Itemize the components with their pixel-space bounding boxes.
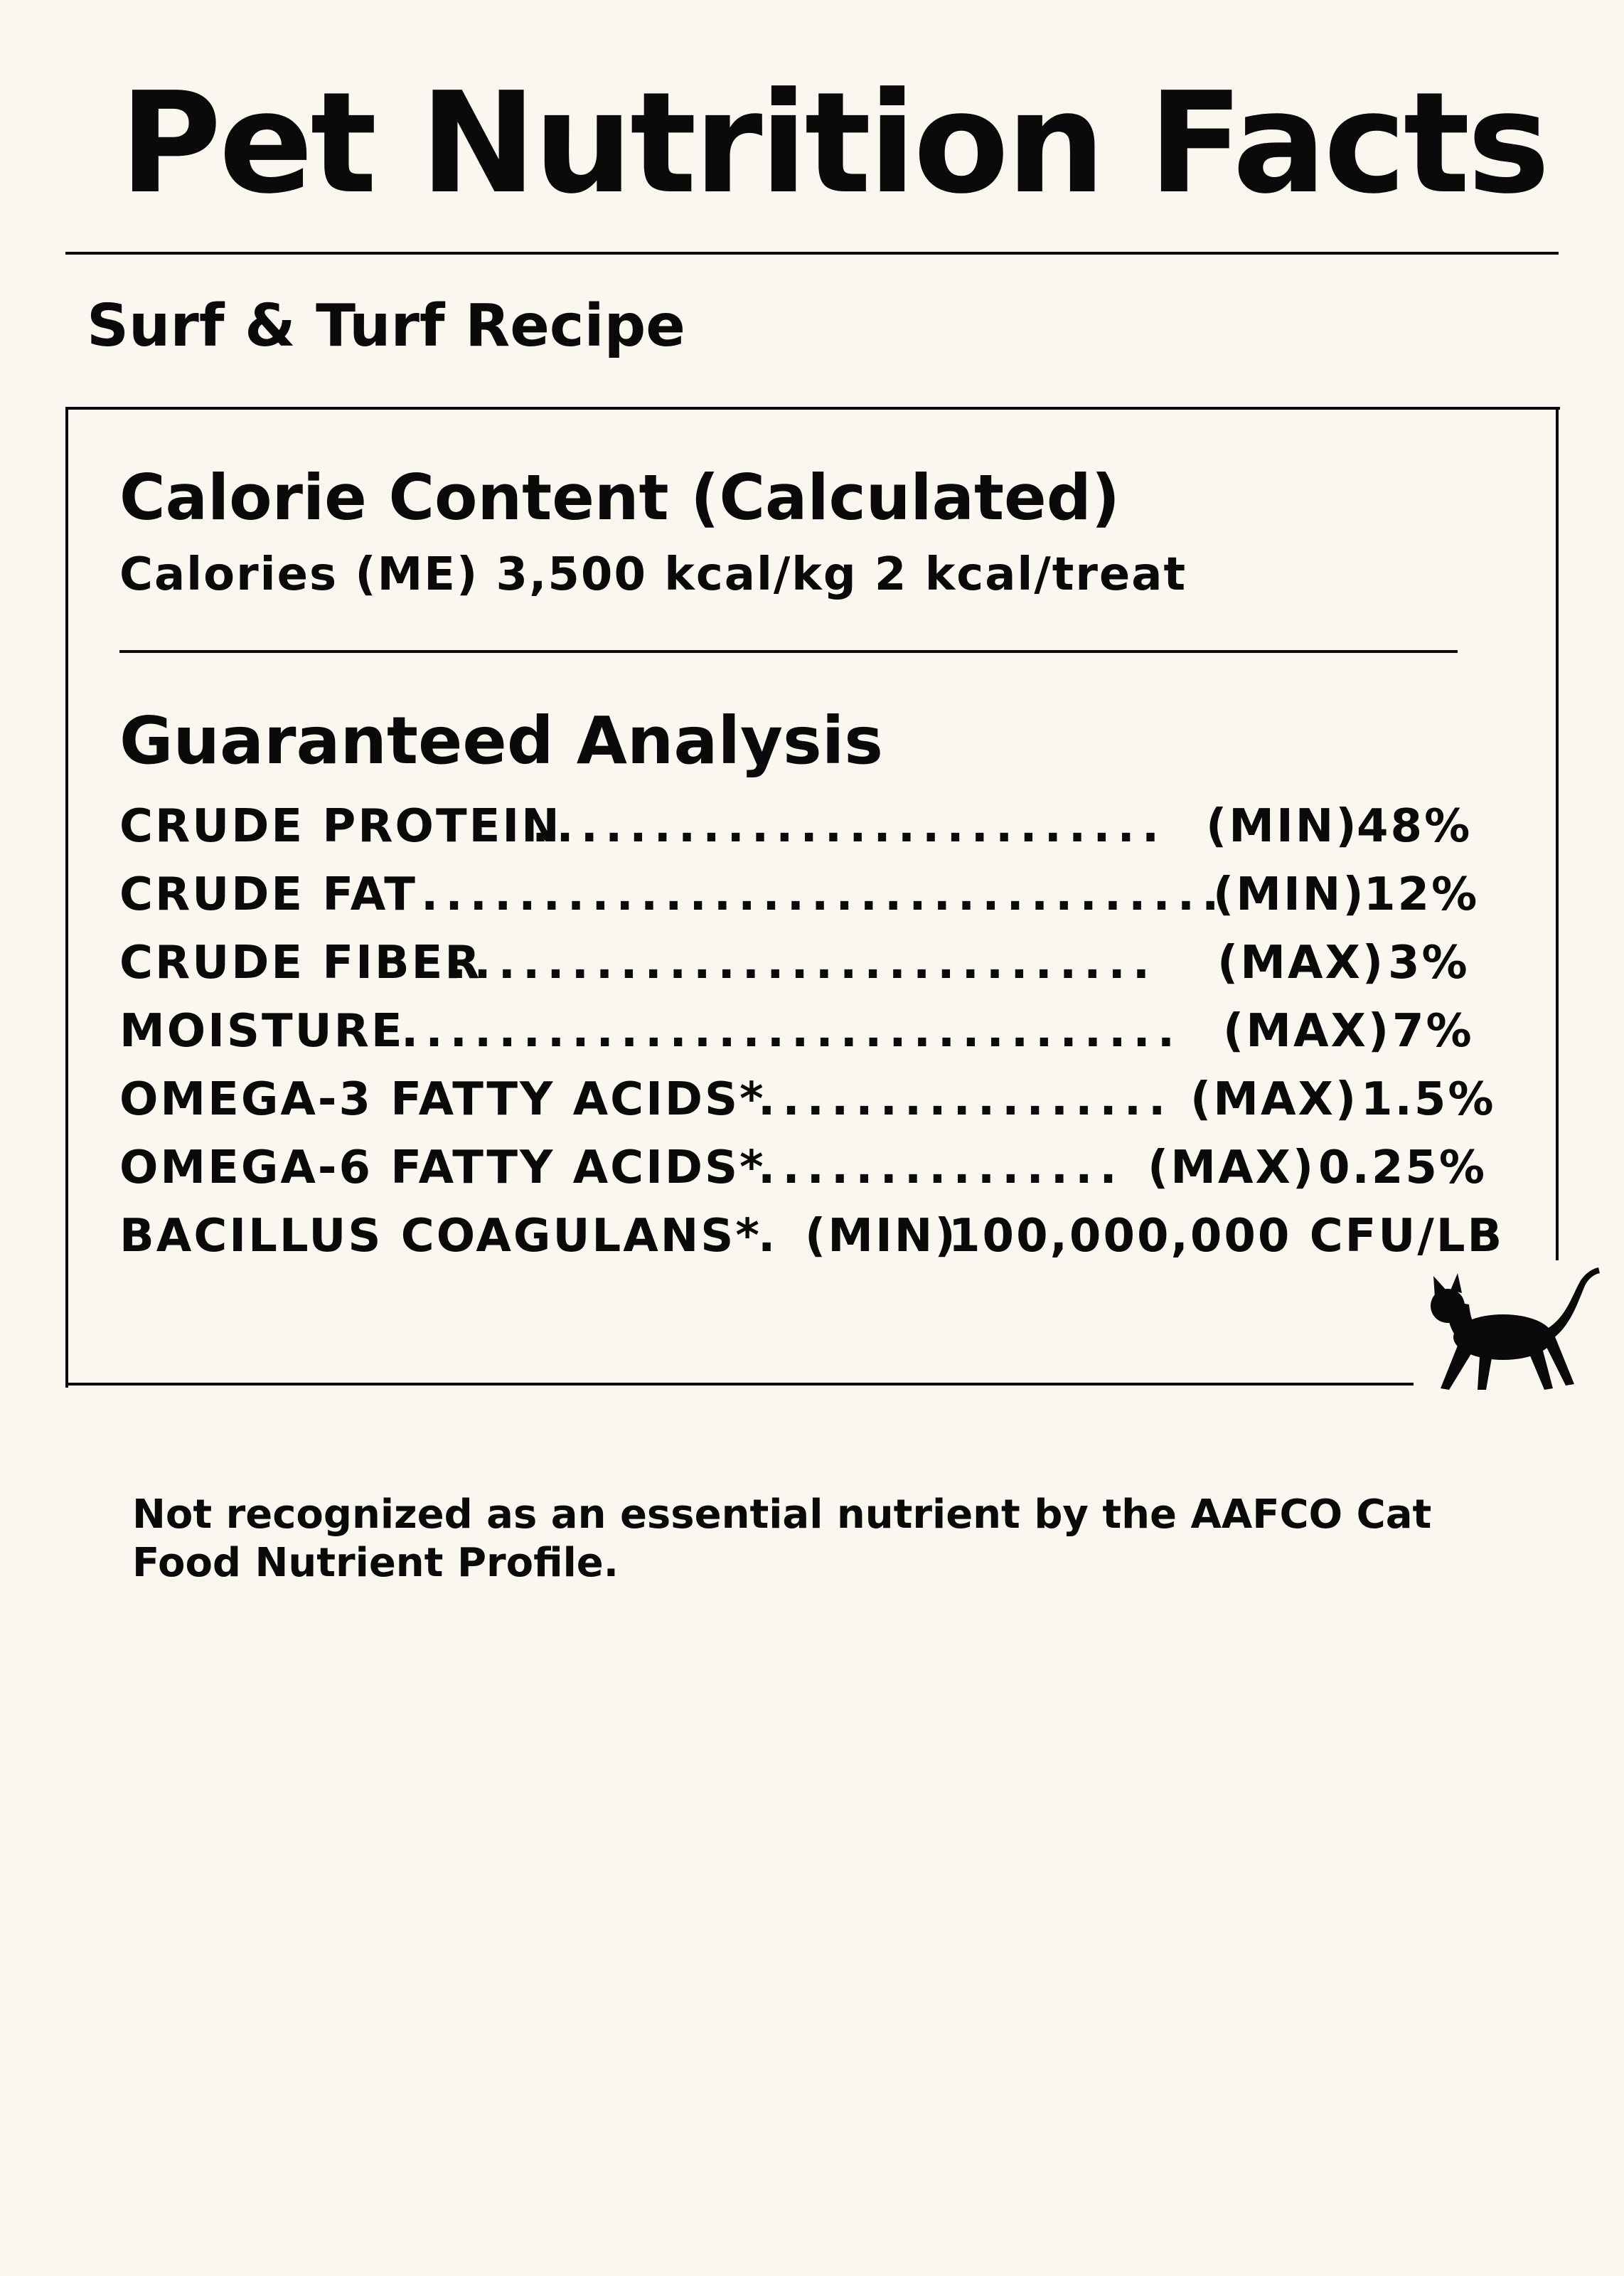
- nutrient-value: 12%: [1364, 868, 1480, 921]
- nutrient-value: 100,000,000 CFU/LB: [949, 1210, 1505, 1262]
- nutrient-name: CRUDE FIBER: [119, 937, 482, 989]
- nutrient-basis: (MAX): [1190, 1073, 1359, 1126]
- leader-dots: ..........................: [532, 800, 1167, 853]
- calorie-line: Calories (ME) 3,500 kcal/kg 2 kcal/treat: [119, 548, 1187, 601]
- leader-dots: .................: [758, 1073, 1173, 1126]
- nutrient-basis: (MIN): [805, 1210, 958, 1262]
- analysis-row: [119, 1005, 1474, 1074]
- panel-bottom-border: [65, 1383, 1414, 1386]
- nutrient-name: CRUDE PROTEIN: [119, 800, 562, 853]
- nutrient-value: 0.25%: [1318, 1142, 1487, 1194]
- nutrient-name: CRUDE FAT: [119, 868, 417, 921]
- title-divider: [65, 252, 1559, 255]
- page-title: Pet Nutrition Facts: [119, 63, 1548, 225]
- analysis-table: [119, 800, 1505, 1279]
- nutrient-basis: (MAX): [1223, 1005, 1391, 1058]
- footnote: Not recognized as an essential nutrient by the AAFCO Cat Food Nutrient Profile.: [132, 1491, 1432, 1586]
- analysis-row: [119, 868, 1480, 937]
- calorie-heading: Calorie Content (Calculated): [119, 461, 1120, 534]
- analysis-row: [119, 800, 1473, 869]
- nutrient-basis: (MAX): [1148, 1142, 1316, 1194]
- nutrient-basis: (MIN): [1213, 868, 1366, 921]
- nutrient-value: 7%: [1392, 1005, 1474, 1058]
- nutrient-value: 48%: [1357, 800, 1473, 853]
- leader-dots: ................................: [401, 1005, 1182, 1058]
- nutrient-basis: (MIN): [1206, 800, 1359, 853]
- section-divider: [119, 650, 1458, 653]
- recipe-name: Surf & Turf Recipe: [87, 292, 685, 360]
- nutrient-basis: (MAX): [1217, 937, 1386, 989]
- leader-dots: .............................: [449, 937, 1158, 989]
- leader-dots: .: [758, 1210, 783, 1262]
- nutrient-name: OMEGA-6 FATTY ACIDS*: [119, 1142, 766, 1194]
- leader-dots: .................................: [421, 868, 1227, 921]
- leader-dots: ...............: [758, 1142, 1124, 1194]
- nutrient-value: 3%: [1388, 937, 1470, 989]
- panel-right-border: [1556, 407, 1559, 1260]
- nutrient-name: OMEGA-3 FATTY ACIDS*: [119, 1073, 766, 1126]
- analysis-heading: Guaranteed Analysis: [119, 703, 884, 779]
- cat-silhouette-icon: [1419, 1260, 1604, 1393]
- analysis-row: [119, 1073, 1496, 1142]
- nutrient-value: 1.5%: [1361, 1073, 1496, 1126]
- analysis-row: [119, 1142, 1487, 1211]
- analysis-row: [119, 1210, 1505, 1279]
- nutrient-name: BACILLUS COAGULANS*: [119, 1210, 762, 1262]
- analysis-row: [119, 937, 1470, 1006]
- nutrient-name: MOISTURE: [119, 1005, 405, 1058]
